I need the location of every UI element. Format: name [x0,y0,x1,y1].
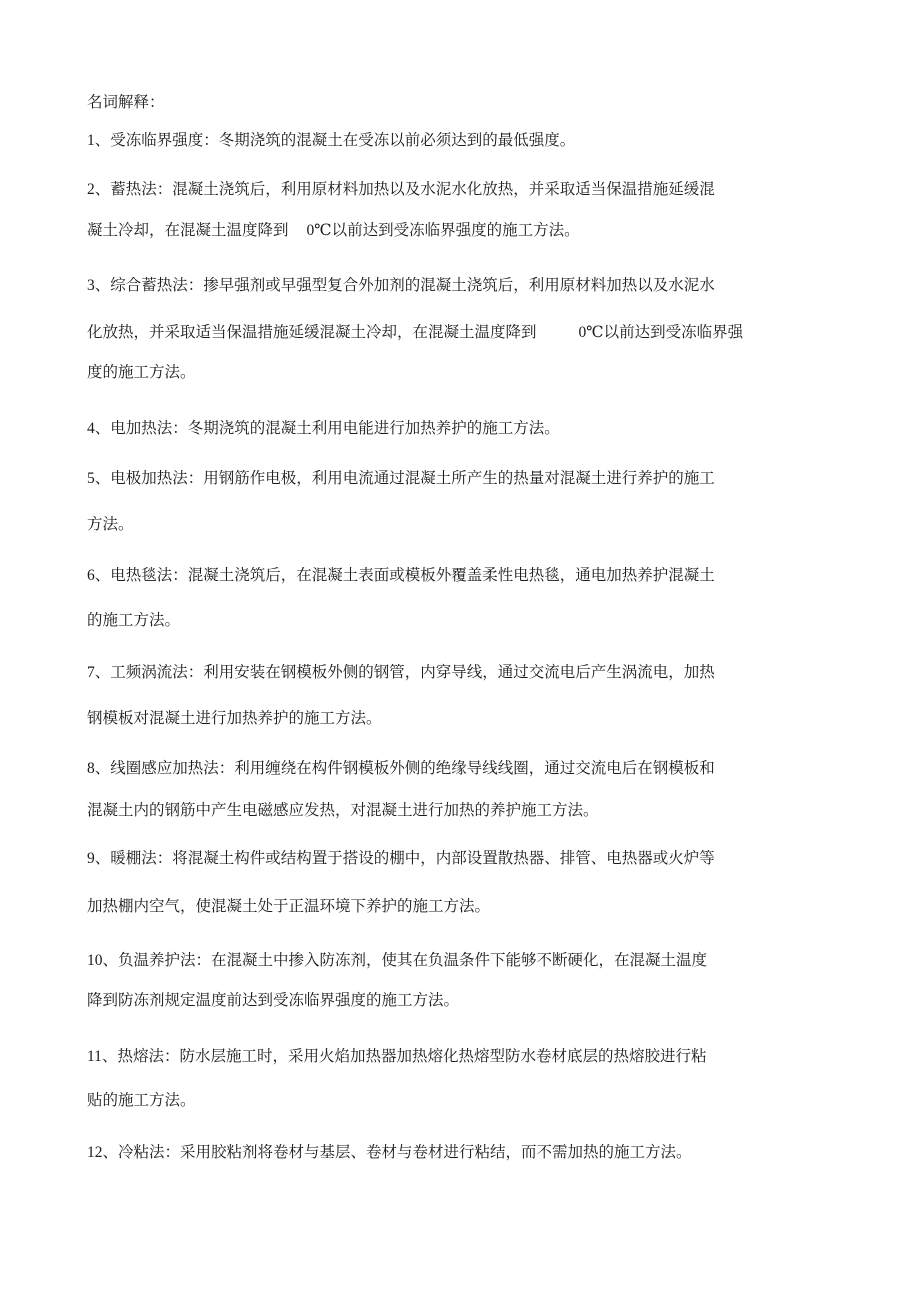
entry-8-term: 线圈感应加热法 [110,759,219,777]
entry-5-number: 5 [87,470,95,487]
entry-8-line-2: 混凝土内的钢筋中产生电磁感应发热，对混凝土进行加热的养护施工方法。 [87,801,599,819]
entry-9-number: 9 [87,850,95,867]
entry-7-line-1: 7、工频涡流法：利用安装在钢模板外侧的钢管，内穿导线，通过交流电后产生涡流电，加热 [87,663,715,681]
entry-1-number: 1 [87,132,95,149]
entry-2-number: 2 [87,181,95,198]
entry-11-number: 11 [87,1048,102,1065]
entry-3-line-3: 度的施工方法。 [87,363,196,381]
entry-9-line-2: 加热棚内空气，使混凝土处于正温环境下养护的施工方法。 [87,897,491,915]
entry-5-line-1: 5、电极加热法：用钢筋作电极，利用电流通过混凝土所产生的热量对混凝土进行养护的施工 [87,469,715,487]
entry-6-number: 6 [87,567,95,584]
entry-10-term: 负温养护法 [118,951,196,969]
section-heading: 名词解释： [87,93,165,111]
entry-10-line-1: 10、负温养护法：在混凝土中掺入防冻剂，使其在负温条件下能够不断硬化，在混凝土温度 [87,951,708,969]
entry-5-line-2: 方法。 [87,515,134,533]
entry-8-number: 8 [87,760,95,777]
entry-9-term: 暖棚法 [110,849,157,867]
entry-10-number: 10 [87,952,103,969]
entry-12-number: 12 [87,1144,103,1161]
entry-4-number: 4 [87,420,95,437]
entry-8-line-1: 8、线圈感应加热法：利用缠绕在构件钢模板外侧的绝缘导线线圈，通过交流电后在钢模板和 [87,759,715,777]
entry-12-term: 冷粘法 [118,1143,165,1161]
entry-2-line-1: 2、蓄热法：混凝土浇筑后，利用原材料加热以及水泥水化放热，并采取适当保温措施延缓混 [87,180,715,198]
entry-11-line-1: 11、热熔法：防水层施工时，采用火焰加热器加热熔化热熔型防水卷材底层的热熔胶进行粘 [87,1047,707,1065]
entry-2-term: 蓄热法 [110,180,157,198]
entry-6-line-1: 6、电热毯法：混凝土浇筑后，在混凝土表面或模板外覆盖柔性电热毯，通电加热养护混凝土 [87,566,715,584]
entry-12-line-1: 12、冷粘法：采用胶粘剂将卷材与基层、卷材与卷材进行粘结，而不需加热的施工方法。 [87,1143,692,1161]
entry-1-line-1: 1、受冻临界强度：冬期浇筑的混凝土在受冻以前必须达到的最低强度。 [87,131,576,149]
entry-7-term: 工频涡流法 [110,663,188,681]
entry-3-line-2: 化放热，并采取适当保温措施延缓混凝土冷却，在混凝土温度降到 0℃以前达到受冻临界强 [87,323,744,341]
entry-7-line-2: 钢模板对混凝土进行加热养护的施工方法。 [87,709,382,727]
entry-3-term: 综合蓄热法 [110,276,188,294]
entry-10-line-2: 降到防冻剂规定温度前达到受冻临界强度的施工方法。 [87,991,460,1009]
entry-1-term: 受冻临界强度 [110,131,204,149]
entry-6-line-2: 的施工方法。 [87,611,181,629]
entry-6-term: 电热毯法 [110,566,173,584]
entry-7-number: 7 [87,664,95,681]
entry-11-term: 热熔法 [117,1047,164,1065]
entry-9-line-1: 9、暖棚法：将混凝土构件或结构置于搭设的棚中，内部设置散热器、排管、电热器或火炉等 [87,849,715,867]
entry-11-line-2: 贴的施工方法。 [87,1091,196,1109]
entry-3-line-1: 3、综合蓄热法：掺早强剂或早强型复合外加剂的混凝土浇筑后，利用原材料加热以及水泥水 [87,276,715,294]
entry-5-term: 电极加热法 [110,469,188,487]
entry-4-term: 电加热法 [110,419,173,437]
entry-4-line-1: 4、电加热法：冬期浇筑的混凝土利用电能进行加热养护的施工方法。 [87,419,560,437]
entry-2-line-2: 凝土冷却，在混凝土温度降到 0℃以前达到受冻临界强度的施工方法。 [87,221,580,239]
entry-3-number: 3 [87,277,95,294]
